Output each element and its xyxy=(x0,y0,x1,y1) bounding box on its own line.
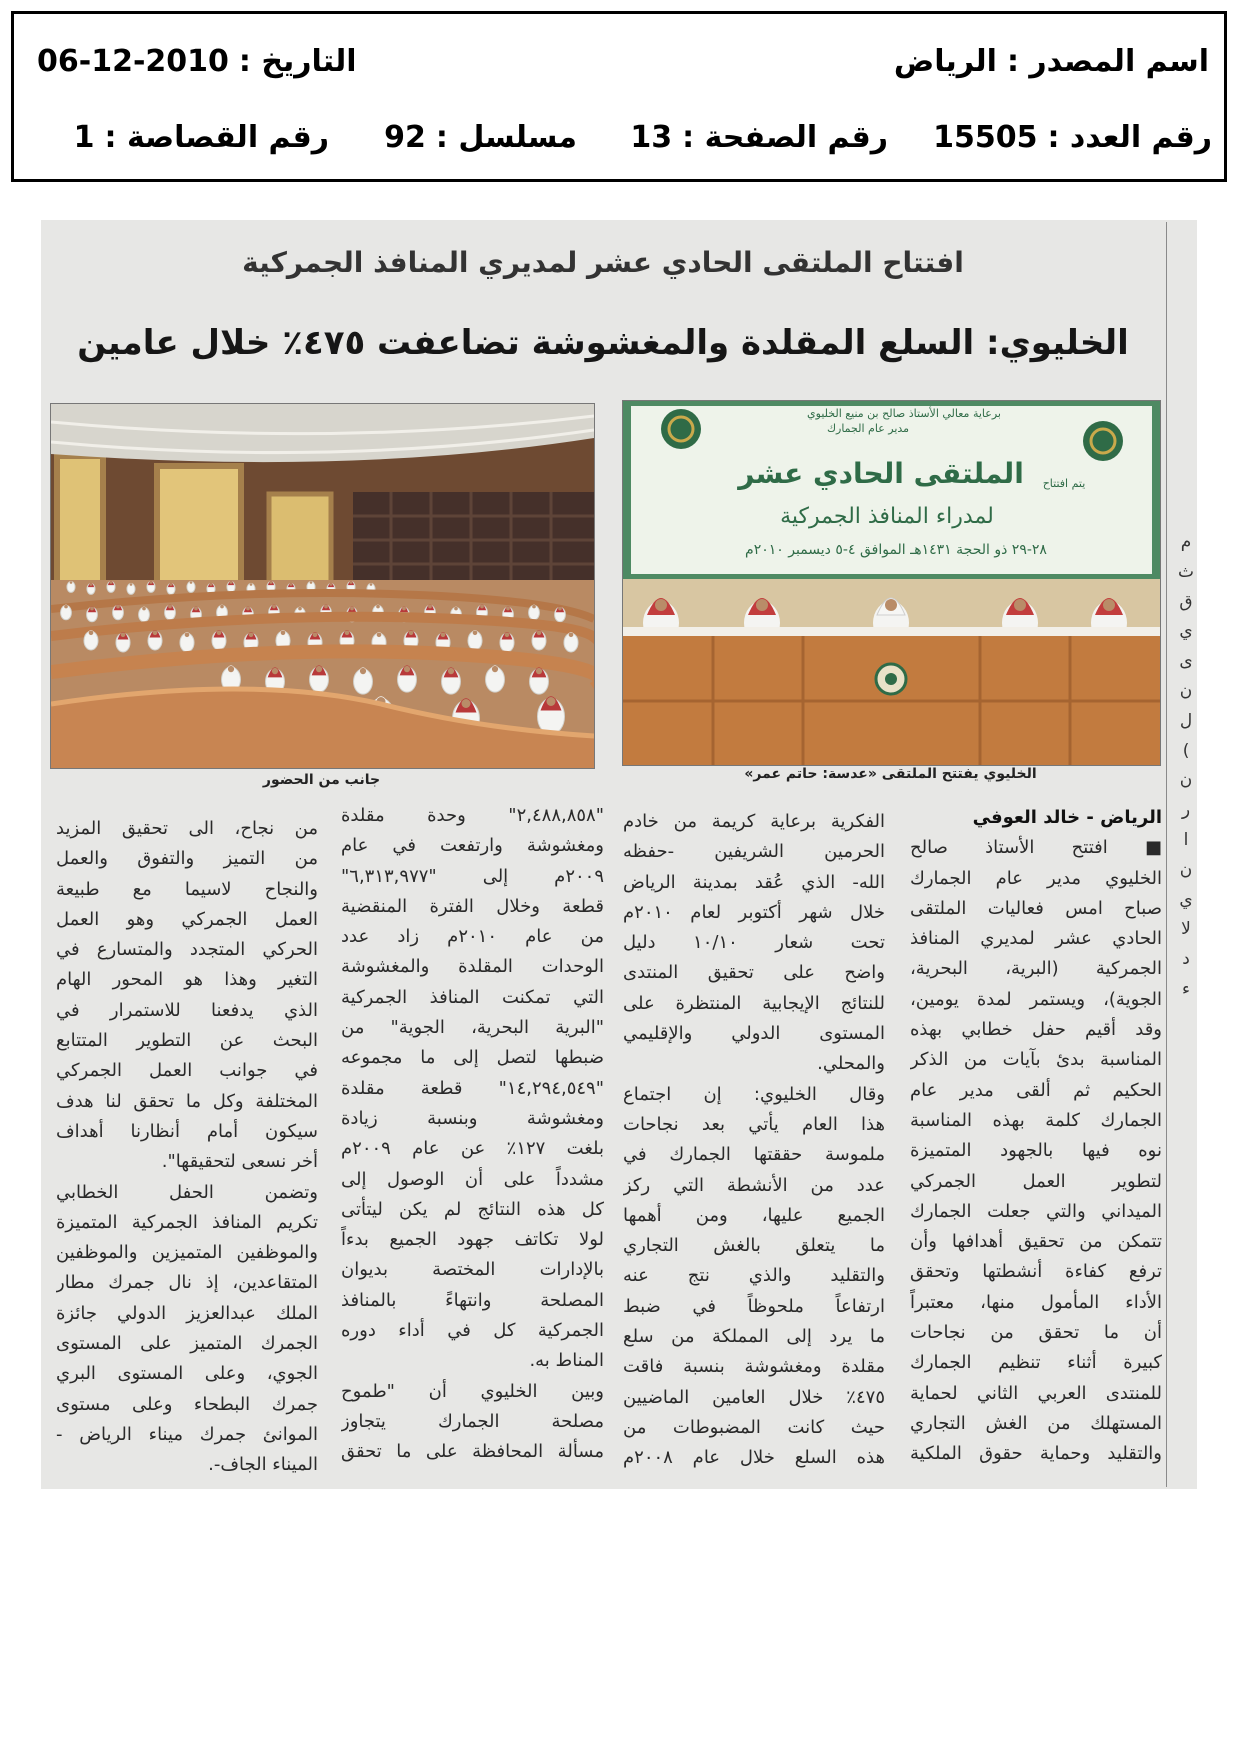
article-line: مقلدة ومغشوشة بنسبة فاقت xyxy=(623,1356,885,1378)
article-line: المناسبة بدئ بآيات من الذكر xyxy=(910,1049,1162,1071)
article-line: الفكرية برعاية كريمة من خادم xyxy=(623,811,885,832)
article-line: "٢,٤٨٨,٨٥٨" وحدة مقلدة xyxy=(341,805,604,826)
article-line: المختلفة وكل ما تحقق لنا هدف xyxy=(56,1090,318,1112)
article-line: هذا العام يأتي بعد نجاحات xyxy=(623,1113,885,1135)
opening-photo xyxy=(622,400,1161,766)
article-line: الجوية)، ويستمر لمدة يومين، xyxy=(910,988,1162,1010)
article-line: مشدداً على أن الوصول إلى xyxy=(341,1168,604,1190)
article-line: المستوى الدولي والإقليمي xyxy=(623,1023,885,1045)
date-value: 2010-12-06 xyxy=(37,44,229,79)
article-line: ملموسة حققتها الجمارك في xyxy=(623,1144,885,1166)
article-column-3 xyxy=(341,801,604,1468)
issue-value: 15505 xyxy=(933,120,1038,155)
article-line: ومغشوشة وارتفعت في عام xyxy=(341,835,604,857)
article-line: التغير وهذا هو المحور الهام xyxy=(56,969,318,991)
article-line: عدد من الأنشطة التي ركز xyxy=(623,1174,885,1196)
audience-photo xyxy=(50,403,595,769)
opening-panel-photo xyxy=(623,401,1160,765)
clipping-info-box xyxy=(11,11,1227,182)
article-line: التي تمكنت المنافذ الجمركية xyxy=(341,986,604,1008)
attendee-figure xyxy=(227,581,235,592)
article-line: تحت شعار ١٠/١٠ دليل xyxy=(623,932,885,954)
article-column-2 xyxy=(623,807,885,1474)
article-line: الميناء الجاف-. xyxy=(208,1454,318,1476)
article-line: كل هذه النتائج لم يكن ليتأتى xyxy=(341,1198,604,1220)
article-line: سيكون أمام أنظارنا أهداف xyxy=(56,1120,318,1142)
attendee-figure xyxy=(187,581,195,592)
article-line: الملك عبدالعزيز الدولي جائزة xyxy=(56,1302,318,1324)
article-line: ٤٧٥٪ خلال العامين الماضيين xyxy=(623,1386,885,1408)
article-line: في جوانب العمل الجمركي xyxy=(56,1060,318,1082)
serial-field xyxy=(384,120,577,156)
article-line: والنجاح لاسيما مع طبيعة xyxy=(56,878,318,900)
adjacent-column-fragment: ر xyxy=(1181,800,1191,821)
clip-number-value: 1 xyxy=(73,120,95,155)
issue-label: رقم العدد : xyxy=(1047,120,1212,155)
date-label: التاريخ : xyxy=(238,44,357,79)
article-line: ومغشوشة وبنسبة زيادة xyxy=(341,1107,604,1129)
wall-light-panel xyxy=(269,494,331,590)
banner-dates: ٢٨-٢٩ ذو الحجة ١٤٣١هـ الموافق ٤-٥ ديسمبر ٢٠١٠م xyxy=(745,542,1047,558)
article-line: ما يتعلق بالغش التجاري xyxy=(623,1235,885,1257)
opening-photo-caption: الخليوي يفتتح الملتقى «عدسة: حاتم عمر» xyxy=(744,766,1037,782)
article-line: من عام ٢٠١٠م زاد عدد xyxy=(341,926,604,948)
page-field xyxy=(630,120,888,156)
column-rule xyxy=(1166,222,1167,1487)
adjacent-column-fragment: ل xyxy=(1179,710,1193,731)
article-line: واضح على تحقيق المنتدى xyxy=(623,962,885,984)
article-line: ٢٠٠٩م إلى "٦,٣١٣,٩٧٧" xyxy=(341,865,604,887)
clip-number-label: رقم القصاصة : xyxy=(104,120,329,155)
article-line: لتطوير العمل الجمركي xyxy=(910,1170,1162,1192)
article-line: حيث كانت المضبوطات من xyxy=(623,1416,885,1438)
article-line: والمحلي. xyxy=(817,1053,885,1075)
article-line: هذه السلع خلال عام ٢٠٠٨م xyxy=(623,1447,885,1469)
attendee-figure xyxy=(61,605,72,620)
audience-photo-caption: جانب من الحضور xyxy=(262,772,381,788)
article-line: "١٤,٢٩٤,٥٤٩" قطعة مقلدة xyxy=(341,1077,604,1099)
article-line: وبين الخليوي أن "طموح xyxy=(341,1380,604,1402)
adjacent-column-fragment: ى xyxy=(1179,651,1193,672)
page-value: 13 xyxy=(630,120,673,155)
source-value: الرياض xyxy=(893,44,997,79)
article-line: الجمركية كل في أداء دوره xyxy=(341,1320,604,1342)
article-line: للنتائج الإيجابية المنتظرة على xyxy=(623,992,885,1014)
article-line: نوه فيها بالجهود المتميزة xyxy=(910,1140,1162,1162)
article-line: قطعة وخلال الفترة المنقضية xyxy=(341,895,604,917)
adjacent-column-fragment: ي xyxy=(1179,889,1193,910)
article-line: الموانئ جمرك ميناء الرياض - xyxy=(56,1423,318,1445)
serial-label: مسلسل : xyxy=(435,120,577,155)
article-line: وقد أقيم حفل خطابي بهذه xyxy=(910,1019,1162,1041)
banner-title: الملتقى الحادي عشر xyxy=(738,457,1024,490)
article-line: ارتفاعاً ملحوظاً في ضبط xyxy=(623,1295,885,1317)
adjacent-column-fragment: ) xyxy=(1182,740,1190,761)
article-line: الوحدات المقلدة والمغشوشة xyxy=(341,956,604,978)
adjacent-column-fragment: ء xyxy=(1182,978,1190,999)
article-line: مسألة المحافظة على ما تحقق xyxy=(341,1441,604,1463)
article-line: صباح امس فعاليات الملتقى xyxy=(910,897,1162,919)
article-line: مصلحة الجمارك يتجاوز xyxy=(341,1410,604,1432)
customs-emblem-icon xyxy=(661,409,701,449)
article-line: جمرك البطحاء وعلى مستوى xyxy=(56,1393,318,1415)
wall-light-panel xyxy=(157,466,241,596)
attendee-figure xyxy=(87,607,98,622)
banner-opening: يتم افتتاح xyxy=(1042,477,1086,490)
article-line: الذي يدفعنا للاستمرار في xyxy=(56,999,318,1021)
article-line: الجمرك المتميز على المستوى xyxy=(56,1333,318,1355)
attendee-figure xyxy=(127,583,135,594)
banner-sponsor: برعاية معالي الأستاذ صالح بن منيع الخليوي xyxy=(807,407,1001,420)
article-line: ما يرد إلى المملكة من سلع xyxy=(623,1326,885,1348)
article-line: من التميز والتفوق والعمل xyxy=(56,848,318,870)
adjacent-column-fragments xyxy=(1174,528,1198,1005)
article-line: الحادي عشر لمديري المنافذ xyxy=(910,928,1162,950)
attendee-figure xyxy=(147,581,155,592)
article-line: الميداني والتي جعلت الجمارك xyxy=(910,1200,1162,1222)
article-line: المصلحة وانتهاءً بالمنافذ xyxy=(341,1289,604,1311)
attendee-figure xyxy=(555,607,566,622)
table-top xyxy=(623,627,1160,636)
adjacent-column-fragment: ن xyxy=(1179,680,1193,701)
article-line: ترفع كفاءة أنشطتها وتحقق xyxy=(910,1261,1162,1283)
article-line: بالإدارات المختصة بديوان xyxy=(341,1259,604,1281)
article-line: الحركي المتجدد والمتسارع في xyxy=(56,939,318,961)
attendee-figure xyxy=(165,605,176,620)
article-line: من نجاح، الى تحقيق المزيد xyxy=(56,818,318,839)
article-line: الجمركية (البرية، البحرية، xyxy=(910,958,1162,980)
article-byline: الرياض - خالد العوفي xyxy=(972,807,1162,828)
article-line: تتمكن من تحقيق أهدافها وأن xyxy=(910,1231,1162,1253)
attendee-figure xyxy=(139,607,150,622)
article-line: الأداء المأمول منها، معتبراً xyxy=(910,1291,1162,1313)
banner-subtitle: لمدراء المنافذ الجمركية xyxy=(780,504,994,529)
adjacent-column-fragment: ا xyxy=(1183,829,1189,850)
attendee-figure xyxy=(87,583,95,594)
article-line: أن ما تحقق من نجاحات xyxy=(910,1322,1162,1344)
article-line: الجميع عليها، ومن أهمها xyxy=(623,1204,885,1226)
article-line: والتقليد وحماية حقوق الملكية xyxy=(910,1443,1162,1465)
article-line: المناط به. xyxy=(529,1350,604,1372)
article-line: للمنتدى العربي الثاني لحماية xyxy=(910,1382,1162,1404)
article-line: "البرية البحرية، الجوية" من xyxy=(341,1017,604,1039)
article-line: بلغت ١٢٧٪ عن عام ٢٠٠٩م xyxy=(341,1138,604,1160)
adjacent-column-fragment: ي xyxy=(1179,621,1193,642)
article-line: الجمارك كلمة بهذه المناسبة xyxy=(910,1109,1162,1131)
attendee-figure xyxy=(529,605,540,620)
clip-number-field xyxy=(74,120,329,156)
article-line: الجوي، وعلى المستوى البري xyxy=(56,1363,318,1385)
article-line: وتضمن الحفل الخطابي xyxy=(56,1181,318,1203)
adjacent-column-fragment: د xyxy=(1182,949,1190,970)
adjacent-column-fragment: ث xyxy=(1178,561,1195,582)
attendee-figure xyxy=(67,581,75,592)
article-kicker: افتتاح الملتقى الحادي عشر لمديري المنافذ الجمركية xyxy=(242,246,964,279)
attendee-figure xyxy=(167,583,175,594)
article-column-1 xyxy=(910,803,1162,1470)
serial-value: 92 xyxy=(384,120,426,155)
article-line: الحكيم ثم ألقى مدير عام xyxy=(910,1079,1162,1101)
article-line: ■ افتتح الأستاذ صالح xyxy=(910,837,1162,859)
attendee-figure xyxy=(107,581,115,592)
article-line: خلال شهر أكتوبر لعام ٢٠١٠م xyxy=(623,901,885,923)
article-line: ضبطها لتصل إلى ما مجموعه xyxy=(341,1047,604,1069)
conference-hall-photo xyxy=(51,404,594,768)
article-line: والموظفين المتميزين والموظفين xyxy=(56,1242,318,1264)
article-line: الخليوي مدير عام الجمارك xyxy=(910,867,1162,889)
article-line: وقال الخليوي: إن اجتماع xyxy=(623,1083,885,1105)
issue-field xyxy=(933,120,1212,156)
banner-director: مدير عام الجمارك xyxy=(826,422,910,435)
article-line: العمل الجمركي وهو العمل xyxy=(56,908,318,930)
adjacent-column-fragment: لا xyxy=(1181,919,1191,940)
article-headline: الخليوي: السلع المقلدة والمغشوشة تضاعفت ٤٧٥٪ خلال عامين xyxy=(77,323,1129,363)
article-line: كبيرة أثناء تنظيم الجمارك xyxy=(910,1352,1162,1374)
adjacent-column-fragment: م xyxy=(1180,532,1192,552)
article-line: الله- الذي عُقد بمدينة الرياض xyxy=(623,871,885,893)
article-column-4 xyxy=(56,814,318,1481)
adjacent-column-fragment: ن xyxy=(1179,770,1193,791)
source-label: اسم المصدر : xyxy=(1006,44,1209,79)
article-line: تكريم المنافذ الجمركية المتميزة xyxy=(56,1211,318,1233)
article-line: المستهلك من الغش التجاري xyxy=(910,1412,1162,1434)
table-emblem-center xyxy=(885,673,897,685)
adjacent-column-fragment: ن xyxy=(1179,859,1193,880)
adjacent-column-fragment: ق xyxy=(1179,591,1193,612)
date-field xyxy=(37,44,357,80)
anniversary-emblem-icon xyxy=(1083,421,1123,461)
page-label: رقم الصفحة : xyxy=(682,120,888,155)
article-line: أخر نسعى لتحقيقها". xyxy=(161,1151,318,1173)
article-line: الحرمين الشريفين -حفظه xyxy=(623,841,885,863)
attendee-figure xyxy=(113,605,124,620)
article-line: والتقليد والذي نتج عنه xyxy=(623,1265,885,1287)
article-line: لولا تكاتف جهود الجميع بدءاً xyxy=(341,1229,604,1251)
source-field xyxy=(894,44,1209,80)
article-line: المتقاعدين، إذ نال جمرك مطار xyxy=(56,1272,318,1294)
article-line: البحث عن التطوير المتتابع xyxy=(56,1030,318,1052)
